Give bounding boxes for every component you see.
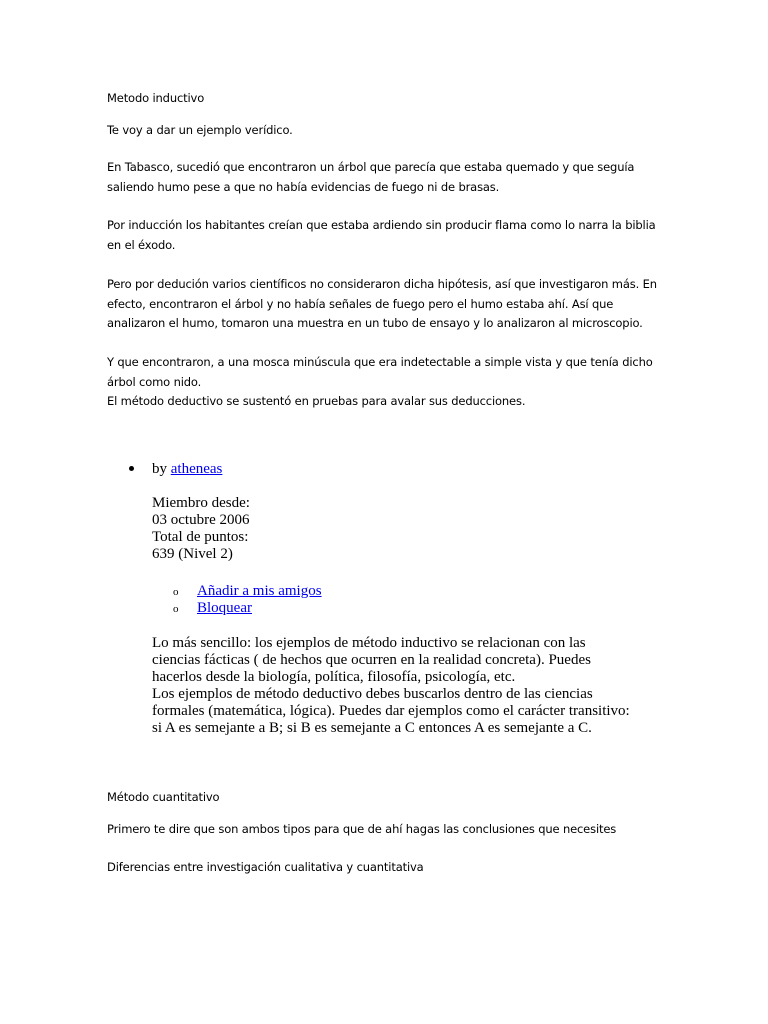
paragraph-mosca-line1: Y que encontraron, a una mosca minúscula que era indetectable a simple vista y que tenía dicho árbol como nido. <box>107 355 653 389</box>
points-label: Total de puntos: <box>152 529 249 545</box>
paragraph-deducion: Pero por dedución varios científicos no consideraron dicha hipótesis, así que investigaron más. En efecto, encontraron el árbol y no había señales de fuego pero el humo estaba ahí. Así que analizaron el humo, tomaron una muestra en un tubo de ensayo y lo analizaron al microscopio. <box>107 277 657 330</box>
circle-bullet-icon: o <box>173 603 179 615</box>
answer-deductive: Los ejemplos de método deductivo debes buscarlos dentro de las ciencias formales (matemática, lógica). Puedes dar ejemplos como el carácter transitivo: si A es semejante a B; si B es semejante a C entonces A es semejante a C. <box>152 686 630 736</box>
paragraph-tabasco: En Tabasco, sucedió que encontraron un árbol que parecía que estaba quemado y que seguía saliendo humo pese a que no había evidencias de fuego ni de brasas. <box>107 160 635 194</box>
circle-bullet-icon: o <box>173 586 179 598</box>
answer-body <box>152 635 632 737</box>
intro-paragraph: Te voy a dar un ejemplo verídico. <box>107 123 293 137</box>
member-since-value: 03 octubre 2006 <box>152 512 250 528</box>
paragraph-induccion: Por inducción los habitantes creían que estaba ardiendo sin producir flama como lo narra la biblia en el éxodo. <box>107 218 656 252</box>
add-friend-item <box>197 583 322 600</box>
block-item <box>197 600 252 617</box>
author-stats <box>152 495 250 563</box>
points-value: 639 (Nivel 2) <box>152 546 233 562</box>
section-heading-metodo-inductivo: Metodo inductivo <box>107 91 205 105</box>
paragraph-mosca-line2: El método deductivo se sustentó en pruebas para avalar sus deducciones. <box>107 394 526 408</box>
answer-inductive: Lo más sencillo: los ejemplos de método inductivo se relacionan con las ciencias fácticas ( de hechos que ocurren en la realidad concreta). Puedes hacerlos desde la biología, política, filosofía, psicología, etc. <box>152 635 591 685</box>
bullet-icon <box>129 466 134 471</box>
byline-prefix: by <box>152 461 171 477</box>
paragraph-mosca <box>107 353 667 412</box>
paragraph-primero: Primero te dire que son ambos tipos para que de ahí hagas las conclusiones que necesites <box>107 822 617 836</box>
author-byline <box>152 461 222 478</box>
add-friend-link[interactable]: Añadir a mis amigos <box>197 583 322 599</box>
block-link[interactable]: Bloquear <box>197 600 252 616</box>
paragraph-diferencias: Diferencias entre investigación cualitativa y cuantitativa <box>107 860 424 874</box>
author-link[interactable]: atheneas <box>170 461 223 477</box>
section-heading-metodo-cuantitativo: Método cuantitativo <box>107 790 220 804</box>
member-since-label: Miembro desde: <box>152 495 250 511</box>
